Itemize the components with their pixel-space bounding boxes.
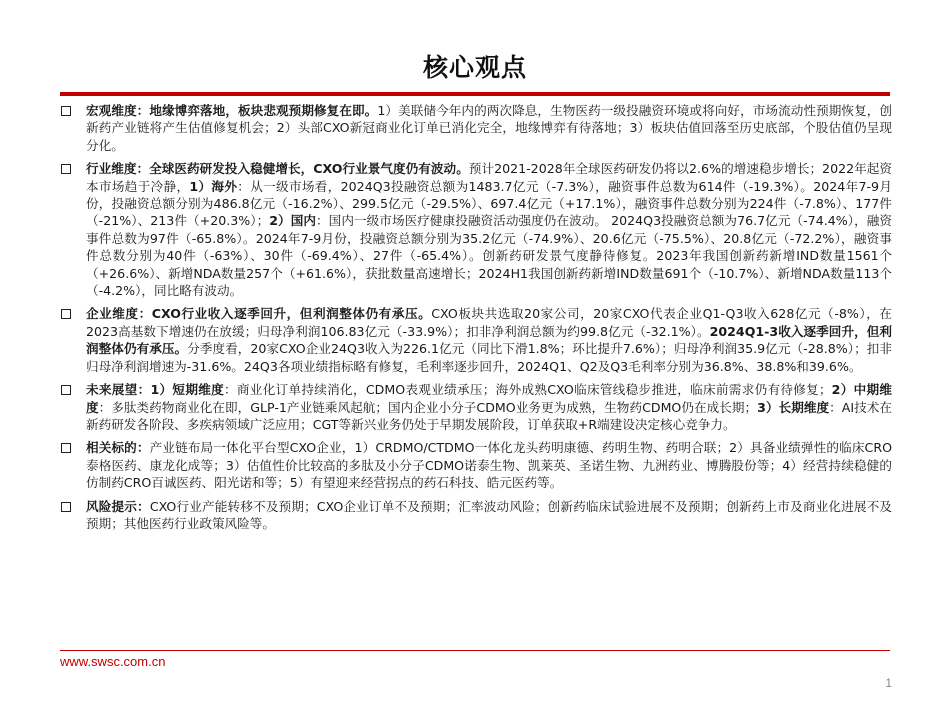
bullet-text: CXO行业产能转移不及预期；CXO企业订单不及预期；汇率波动风险；创新药临床试验进展不及预期；创新药上市及商业化进展不及预期；其他医药行业政策风险等。 — [86, 498, 892, 531]
bullet-related-targets — [60, 439, 892, 491]
footer-divider — [60, 650, 890, 651]
bullet-heading: 宏观维度：地缘博弈落地，板块悲观预期修复在即。 — [86, 103, 378, 118]
checkbox-bullet-icon — [61, 443, 71, 453]
bullet-heading: 行业维度：全球医药研发投入稳健增长，CXO行业景气度仍有波动。 — [86, 161, 469, 177]
page-title: 核心观点 — [422, 53, 527, 82]
bullet-subheading: 2024Q1-3收入逐季回升，但利润整体仍有承压。 — [86, 323, 892, 357]
bullet-heading: 风险提示： — [86, 498, 150, 514]
bullet-heading: 企业维度：CXO行业收入逐季回升，但利润整体仍有承压。 — [86, 306, 432, 322]
bullet-text: 预计2021-2028年全球医药研发仍将以2.6%的增速稳步增长；2022年起资本市场趋于冷静， — [86, 161, 892, 194]
bullet-heading: 未来展望：1）短期维度 — [86, 382, 225, 398]
bullet-text: CXO板块共选取20家公司，20家CXO代表企业Q1-Q3收入628亿元（-8%），在2023高基数下增速仍在放缓；归母净利润106.83亿元（-33.9%）；扣非净利润总额为约99.8亿元（-32.1%）。 — [86, 306, 892, 339]
bullet-text: ：多肽类药物商业化在即，GLP-1产业链乘风起航；国内企业小分子CDMO业务更为成熟，生物药CDMO仍在成长期； — [98, 399, 758, 415]
bullet-text: ：商业化订单持续消化，CDMO表观业绩承压；海外成熟CXO临床管线稳步推进，临床前需求仍有待修复； — [224, 382, 832, 398]
bullet-text: 分季度看，20家CXO企业24Q3收入为226.1亿元（同比下滑1.8%；环比提升7.6%）；归母净利润35.9亿元（-28.8%）；扣非归母净利润增速为-31.6%。24Q3各项业绩指标略有修复，毛利率逐步回升，2024Q1、Q2及Q3毛利率分别为36.8%、38.8%和39.6%。 — [86, 341, 892, 374]
bullet-subheading: 3）长期维度 — [757, 399, 830, 415]
bullet-text: ：AI技术在新药研发各阶段、多疾病领域广泛应用；CGT等新兴业务仍处于早期发展阶段，订单获取+R端建设决定核心竞争力。 — [86, 399, 893, 432]
bullet-enterprise — [60, 305, 892, 375]
checkbox-bullet-icon — [61, 106, 71, 116]
bullet-subheading: 2）国内 — [269, 213, 317, 229]
bullet-heading: 相关标的： — [86, 440, 150, 456]
footer-url-link[interactable]: www.swsc.com.cn — [60, 654, 166, 669]
checkbox-bullet-icon — [61, 309, 71, 319]
bullet-subheading: 2）中期维度 — [86, 382, 892, 415]
bullet-macro — [60, 102, 892, 154]
checkbox-bullet-icon — [61, 502, 71, 512]
bullet-text: 1）美联储今年内的两次降息，生物医药一级投融资环境或将向好，市场流动性预期恢复，创新药产业链将产生估值修复机会；2）头部CXO新冠商业化订单已消化完全，地缘博弈有待落地；3）板块估值回落至历史底部，个股估值仍呈现分化。 — [86, 103, 892, 153]
checkbox-bullet-icon — [61, 385, 71, 395]
page-number: 1 — [885, 676, 892, 690]
key-points-list — [60, 102, 892, 538]
bullet-outlook — [60, 381, 892, 433]
title-divider — [60, 92, 890, 96]
bullet-text: ：从一级市场看，2024Q3投融资总额为1483.7亿元（-7.3%），融资事件总数为614件（-19.3%）。2024年7-9月份，投融资总额分别为486.8亿元（-16.2%）、299.5亿元（-29.5%）、697.4亿元（+17.1%），融资事件总数分别为224件（-7.8%）、177件（-21%）、213件（+20.3%）； — [86, 178, 892, 229]
bullet-risk-warning — [60, 498, 892, 533]
checkbox-bullet-icon — [61, 164, 71, 174]
bullet-text: ：国内一级市场医疗健康投融资活动强度仍在波动。 2024Q3投融资总额为76.7亿元（-74.4%），融资事件总数为97件（-65.8%）。2024年7-9月份，投融资总额分别为35.2亿元（-74.9%）、20.6亿元（-75.5%）、20.8亿元（-72.2%），融资事件总数分别为40件（-63%）、30件（-69.4%）、27件（-65.4%）。创新药研发景气度静待修复。2023年我国创新药新增IND数量1561个（+26.6%）、新增NDA数量257个（+61.6%），获批数量高速增长；2024H1我国创新药新增IND数量691个（-10.7%）、新增NDA数量113个（-4.2%），同比略有波动。 — [86, 213, 892, 299]
bullet-text: 产业链布局一体化平台型CXO企业，1）CRDMO/CTDMO一体化龙头药明康德、药明生物、药明合联；2）具备业绩弹性的临床CRO泰格医药、康龙化成等；3）估值性价比较高的多肽及小分子CDMO诺泰生物、凯莱英、圣诺生物、九洲药业、博腾股份等；4）经营持续稳健的仿制药CRO百诚医药、阳光诺和等；5）有望迎来经营拐点的药石科技、皓元医药等。 — [86, 440, 893, 491]
bullet-subheading: 1）海外 — [189, 178, 238, 194]
bullet-industry — [60, 160, 892, 299]
